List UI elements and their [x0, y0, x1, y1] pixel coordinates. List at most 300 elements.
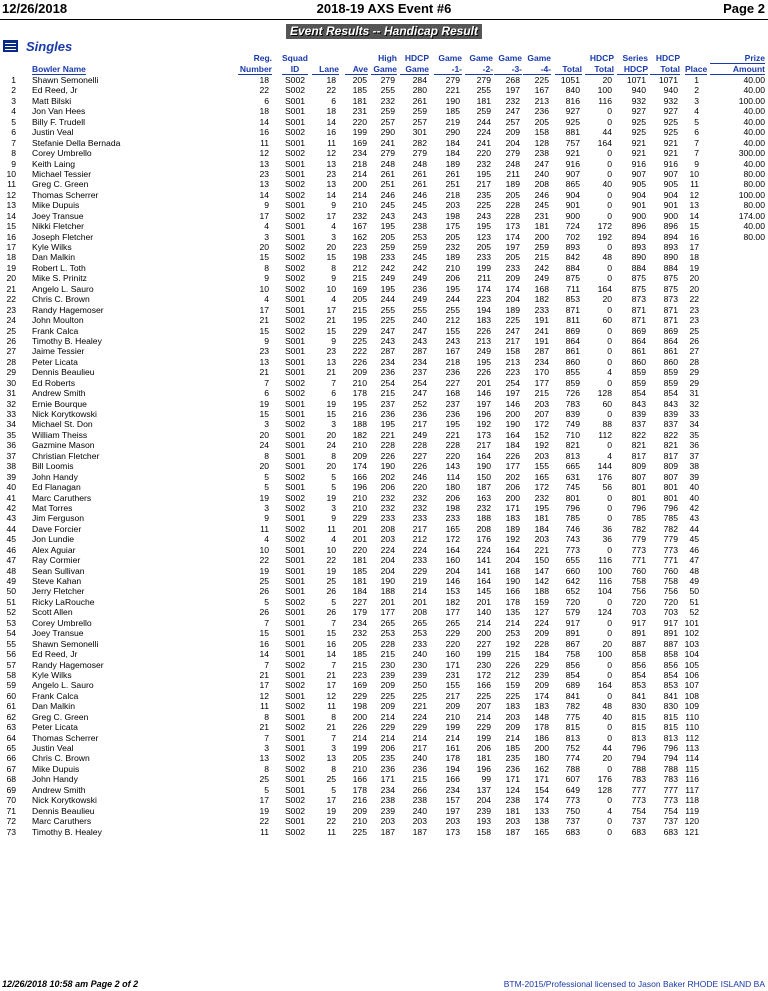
place-cell: 112: [685, 732, 699, 743]
bowler-name-cell: Chris C. Brown: [32, 753, 90, 764]
game-3-cell: 168: [505, 565, 520, 576]
lane-cell: 13: [326, 356, 336, 367]
squad-id-cell: S002: [284, 596, 306, 607]
total-cell: 665: [565, 461, 580, 472]
table-row: [0, 566, 768, 576]
game-3-cell: 226: [505, 659, 520, 670]
game-3-cell: 181: [505, 805, 520, 816]
lane-cell: 11: [327, 701, 336, 712]
game-4-cell: 183: [534, 701, 549, 712]
game-2-cell: 173: [476, 429, 491, 440]
hdcp-game-cell: 238: [412, 795, 427, 806]
game-2-cell: 232: [476, 158, 491, 169]
squad-id-cell: S002: [284, 273, 306, 284]
reg-number-cell: 5: [264, 482, 269, 493]
average-cell: 196: [352, 482, 367, 493]
row-position-cell: 55: [6, 638, 16, 649]
place-cell: 105: [684, 659, 699, 670]
game-4-cell: 147: [534, 565, 549, 576]
game-4-cell: 215: [534, 388, 549, 399]
game-4-cell: 287: [534, 346, 549, 357]
high-game-cell: 261: [380, 168, 395, 179]
lane-cell: 16: [326, 127, 336, 138]
high-game-cell: 249: [380, 273, 395, 284]
place-cell: 1: [694, 75, 699, 85]
reg-number-cell: 4: [264, 534, 269, 545]
hdcp-total-cell: 0: [607, 502, 612, 513]
game-4-cell: 238: [534, 148, 549, 159]
row-position-cell: 1: [11, 75, 16, 85]
hdcp-total-2-cell: 891: [663, 628, 678, 639]
series-hdcp-cell: 890: [631, 252, 646, 263]
squad-id-cell: S001: [284, 95, 306, 106]
hdcp-total-cell: 0: [607, 826, 612, 837]
high-game-cell: 257: [380, 116, 395, 127]
average-cell: 201: [352, 534, 367, 545]
col-squad-2: ID: [282, 64, 308, 75]
high-game-cell: 225: [380, 690, 395, 701]
high-game-cell: 232: [380, 492, 395, 503]
table-row: [0, 326, 768, 336]
game-1-cell: 189: [445, 252, 460, 263]
game-2-cell: 187: [476, 482, 491, 493]
col-hdcp2-2: Total: [650, 64, 680, 75]
lane-cell: 9: [331, 200, 336, 211]
series-hdcp-cell: 875: [631, 283, 646, 294]
reg-number-cell: 9: [264, 273, 269, 284]
row-position-cell: 24: [6, 315, 16, 326]
hdcp-game-cell: 187: [412, 826, 427, 837]
table-row: [0, 680, 768, 690]
bowler-name-cell: Ed Reed, Jr: [32, 649, 78, 660]
row-position-cell: 18: [6, 252, 16, 263]
game-3-cell: 174: [505, 283, 520, 294]
game-3-cell: 177: [505, 461, 520, 472]
col-g1-2: -1-: [434, 64, 462, 75]
bowler-name-cell: Billy F. Trudell: [32, 116, 86, 127]
lane-cell: 14: [326, 189, 336, 200]
game-1-cell: 168: [445, 388, 460, 399]
reg-number-cell: 23: [259, 346, 269, 357]
hdcp-total-cell: 0: [607, 440, 612, 451]
game-2-cell: 259: [476, 106, 491, 117]
game-4-cell: 259: [534, 242, 549, 252]
table-row: [0, 649, 768, 659]
place-cell: 22: [689, 294, 699, 305]
row-position-cell: 60: [6, 690, 16, 701]
hdcp-total-2-cell: 859: [663, 377, 678, 388]
table-row: [0, 357, 768, 367]
place-cell: 108: [684, 690, 699, 701]
row-position-cell: 21: [6, 283, 16, 294]
game-1-cell: 161: [445, 743, 460, 753]
reg-number-cell: 3: [264, 231, 269, 242]
hdcp-total-2-cell: 777: [663, 784, 678, 795]
game-3-cell: 226: [505, 450, 520, 461]
hdcp-game-cell: 217: [412, 743, 427, 753]
game-3-cell: 166: [505, 586, 520, 597]
game-4-cell: 203: [534, 398, 549, 409]
game-3-cell: 190: [505, 419, 520, 430]
total-cell: 745: [565, 482, 580, 493]
game-1-cell: 173: [445, 826, 460, 837]
table-row: [0, 722, 768, 732]
average-cell: 205: [352, 638, 367, 649]
total-cell: 649: [565, 784, 580, 795]
squad-id-cell: S001: [284, 628, 306, 639]
bowler-name-cell: Angelo L. Sauro: [32, 680, 94, 691]
game-3-cell: 197: [505, 85, 520, 96]
game-3-cell: 228: [505, 200, 520, 211]
game-3-cell: 211: [506, 168, 520, 179]
row-position-cell: 71: [6, 805, 16, 816]
hdcp-total-2-cell: 859: [663, 367, 678, 378]
game-4-cell: 191: [534, 335, 549, 346]
place-cell: 50: [689, 586, 699, 597]
hdcp-total-cell: 4: [607, 450, 612, 461]
hdcp-game-cell: 247: [412, 388, 427, 399]
game-1-cell: 195: [445, 419, 460, 430]
place-cell: 2: [694, 85, 699, 96]
row-position-cell: 72: [6, 816, 16, 827]
lane-cell: 12: [326, 148, 336, 159]
hdcp-total-cell: 144: [597, 461, 612, 472]
hdcp-game-cell: 224: [412, 711, 427, 722]
game-4-cell: 181: [534, 513, 549, 524]
place-cell: 29: [689, 367, 699, 378]
series-hdcp-cell: 822: [631, 429, 646, 440]
hdcp-total-cell: 192: [597, 231, 612, 242]
high-game-cell: 251: [380, 179, 395, 190]
total-cell: 815: [565, 722, 580, 733]
lane-cell: 15: [326, 409, 336, 419]
lane-cell: 15: [326, 628, 336, 639]
hdcp-total-2-cell: 720: [663, 596, 678, 607]
bowler-name-cell: Sean Sullivan: [32, 565, 85, 576]
hdcp-total-cell: 4: [607, 367, 612, 378]
series-hdcp-cell: 756: [631, 586, 646, 597]
lane-cell: 3: [331, 419, 336, 430]
game-2-cell: 223: [476, 294, 491, 305]
hdcp-total-cell: 128: [597, 784, 612, 795]
table-row: [0, 691, 768, 701]
high-game-cell: 204: [380, 555, 395, 566]
hdcp-game-cell: 243: [412, 210, 427, 221]
hdcp-total-cell: 176: [597, 471, 612, 482]
hdcp-total-cell: 164: [597, 137, 612, 148]
series-hdcp-cell: 896: [631, 221, 646, 232]
bowler-name-cell: Thomas Scherrer: [32, 189, 99, 200]
game-4-cell: 177: [534, 377, 549, 388]
hdcp-game-cell: 215: [412, 774, 427, 785]
row-position-cell: 61: [6, 701, 16, 712]
hdcp-total-2-cell: 873: [663, 294, 678, 305]
total-cell: 916: [565, 158, 580, 169]
place-cell: 42: [689, 502, 699, 513]
squad-id-cell: S002: [284, 127, 306, 138]
lane-cell: 22: [326, 816, 336, 827]
total-cell: 579: [565, 607, 580, 618]
high-game-cell: 226: [380, 450, 395, 461]
average-cell: 214: [352, 168, 367, 179]
bowler-name-cell: Frank Calca: [32, 690, 79, 701]
game-4-cell: 182: [534, 294, 549, 305]
squad-id-cell: S001: [284, 732, 306, 743]
high-game-cell: 279: [380, 75, 395, 85]
page-date: 12/26/2018: [2, 1, 68, 16]
game-4-cell: 246: [534, 189, 549, 200]
bowler-name-cell: Joey Transue: [32, 628, 84, 639]
reg-number-cell: 6: [264, 95, 269, 106]
prize-amount-cell: 40.00: [743, 158, 765, 169]
game-2-cell: 183: [476, 315, 491, 326]
game-2-cell: 174: [476, 283, 491, 294]
squad-id-cell: S001: [284, 638, 306, 649]
row-position-cell: 41: [6, 492, 16, 503]
reg-number-cell: 20: [259, 461, 269, 472]
series-hdcp-cell: 893: [631, 242, 646, 252]
average-cell: 223: [352, 242, 367, 252]
reg-number-cell: 14: [259, 116, 269, 127]
series-hdcp-cell: 917: [631, 617, 646, 628]
total-cell: 840: [565, 85, 580, 96]
high-game-cell: 228: [380, 638, 395, 649]
hdcp-total-2-cell: 809: [663, 461, 678, 472]
game-1-cell: 228: [445, 440, 460, 451]
squad-id-cell: S001: [284, 669, 306, 680]
lane-cell: 19: [326, 565, 336, 576]
place-cell: 37: [689, 450, 699, 461]
page-number: Page 2: [723, 1, 765, 16]
game-2-cell: 150: [476, 471, 491, 482]
hdcp-total-2-cell: 794: [663, 753, 678, 764]
series-hdcp-cell: 940: [631, 85, 646, 96]
reg-number-cell: 3: [264, 419, 269, 430]
total-cell: 875: [565, 273, 580, 284]
hdcp-total-2-cell: 683: [663, 826, 678, 837]
series-hdcp-cell: 907: [631, 168, 646, 179]
series-hdcp-cell: 796: [631, 502, 646, 513]
total-cell: 743: [565, 534, 580, 545]
reg-number-cell: 22: [259, 555, 269, 566]
hdcp-game-cell: 240: [412, 315, 427, 326]
lane-cell: 17: [326, 795, 336, 806]
game-1-cell: 177: [445, 607, 460, 618]
total-cell: 788: [565, 763, 580, 774]
squad-id-cell: S001: [284, 294, 306, 305]
hdcp-total-2-cell: 932: [663, 95, 678, 106]
total-cell: 631: [565, 471, 580, 482]
hdcp-total-2-cell: 756: [663, 586, 678, 597]
game-2-cell: 181: [476, 95, 491, 106]
lane-cell: 9: [331, 335, 336, 346]
row-position-cell: 36: [6, 440, 16, 451]
lane-cell: 10: [326, 544, 336, 555]
squad-id-cell: S002: [284, 262, 306, 273]
lane-cell: 14: [326, 649, 336, 660]
row-position-cell: 46: [6, 544, 16, 555]
hdcp-total-cell: 0: [607, 492, 612, 503]
series-hdcp-cell: 773: [631, 795, 646, 806]
squad-id-cell: S002: [284, 325, 306, 336]
game-3-cell: 209: [505, 273, 520, 284]
game-1-cell: 157: [445, 795, 460, 806]
bowler-name-cell: Joey Transue: [32, 210, 84, 221]
hdcp-total-cell: 40: [602, 711, 612, 722]
bowler-name-cell: Shawn Semonelli: [32, 638, 99, 649]
col-high-2: Game: [371, 64, 397, 75]
table-row: [0, 472, 768, 482]
game-2-cell: 226: [476, 367, 491, 378]
lane-cell: 19: [326, 805, 336, 816]
hdcp-total-cell: 0: [607, 763, 612, 774]
hdcp-game-cell: 259: [412, 106, 427, 117]
total-cell: 907: [565, 168, 580, 179]
lane-cell: 8: [331, 262, 336, 273]
table-row: [0, 336, 768, 346]
place-cell: 3: [694, 95, 699, 106]
game-1-cell: 155: [445, 325, 460, 336]
total-cell: 891: [565, 628, 580, 639]
game-2-cell: 244: [476, 116, 491, 127]
hdcp-total-2-cell: 894: [663, 231, 678, 242]
hdcp-game-cell: 282: [412, 137, 427, 148]
squad-id-cell: S001: [284, 231, 306, 242]
hdcp-total-cell: 48: [602, 701, 612, 712]
series-hdcp-cell: 815: [631, 722, 646, 733]
row-position-cell: 65: [6, 743, 16, 753]
game-4-cell: 247: [534, 158, 549, 169]
game-2-cell: 172: [476, 669, 491, 680]
hdcp-total-cell: 20: [602, 75, 612, 85]
game-4-cell: 128: [534, 137, 549, 148]
series-hdcp-cell: 779: [631, 534, 646, 545]
game-3-cell: 171: [505, 774, 520, 785]
table-row: [0, 75, 768, 85]
hdcp-total-cell: 116: [598, 555, 612, 566]
game-3-cell: 158: [505, 346, 520, 357]
series-hdcp-cell: 884: [631, 262, 646, 273]
series-hdcp-cell: 887: [631, 638, 646, 649]
place-cell: 25: [689, 325, 699, 336]
row-position-cell: 23: [6, 304, 16, 315]
prize-amount-cell: 80.00: [743, 168, 765, 179]
game-2-cell: 190: [476, 461, 491, 472]
hdcp-total-2-cell: 779: [663, 534, 678, 545]
game-2-cell: 213: [476, 335, 491, 346]
series-hdcp-cell: 854: [631, 388, 646, 399]
bowler-name-cell: Mike Dupuis: [32, 763, 80, 774]
lane-cell: 15: [326, 325, 336, 336]
reg-number-cell: 17: [259, 210, 269, 221]
hdcp-total-2-cell: 815: [663, 711, 678, 722]
game-2-cell: 243: [476, 210, 491, 221]
hdcp-total-2-cell: 841: [663, 690, 678, 701]
high-game-cell: 287: [380, 346, 395, 357]
game-4-cell: 150: [534, 555, 549, 566]
hdcp-total-2-cell: 861: [663, 346, 678, 357]
lane-cell: 23: [326, 346, 336, 357]
game-1-cell: 243: [445, 335, 460, 346]
total-cell: 921: [565, 148, 580, 159]
bowler-name-cell: Randy Hagemoser: [32, 304, 104, 315]
series-hdcp-cell: 916: [631, 158, 646, 169]
game-3-cell: 202: [505, 471, 520, 482]
table-row: [0, 660, 768, 670]
bowler-name-cell: Kyle Wilks: [32, 669, 72, 680]
series-hdcp-cell: 859: [631, 367, 646, 378]
series-hdcp-cell: 925: [631, 127, 646, 138]
place-cell: 104: [684, 649, 699, 660]
place-cell: 12: [689, 189, 699, 200]
high-game-cell: 208: [380, 523, 395, 534]
high-game-cell: 202: [380, 471, 395, 482]
game-2-cell: 204: [476, 795, 491, 806]
game-2-cell: 226: [476, 325, 491, 336]
game-3-cell: 253: [505, 628, 520, 639]
hdcp-total-2-cell: 940: [663, 85, 678, 96]
game-4-cell: 138: [534, 816, 549, 827]
place-cell: 31: [689, 388, 699, 399]
average-cell: 229: [352, 690, 367, 701]
table-icon: [3, 40, 18, 52]
bowler-name-cell: Andrew Smith: [32, 784, 86, 795]
hdcp-total-cell: 0: [607, 617, 612, 628]
reg-number-cell: 26: [259, 607, 269, 618]
hdcp-total-2-cell: 901: [663, 200, 678, 211]
table-row: [0, 639, 768, 649]
game-3-cell: 197: [505, 242, 520, 252]
hdcp-game-cell: 214: [412, 732, 427, 743]
game-1-cell: 255: [445, 304, 460, 315]
col-hdcp-total-1: HDCP: [589, 53, 614, 63]
game-1-cell: 166: [445, 774, 460, 785]
lane-cell: 22: [326, 555, 336, 566]
total-cell: 881: [565, 127, 580, 138]
series-hdcp-cell: 773: [631, 544, 646, 555]
place-cell: 7: [694, 137, 699, 148]
table-row: [0, 524, 768, 534]
hdcp-total-cell: 20: [602, 753, 612, 764]
high-game-cell: 190: [380, 461, 395, 472]
bowler-name-cell: Ed Roberts: [32, 377, 75, 388]
game-4-cell: 159: [534, 596, 549, 607]
footer-license: BTM-2015/Professional licensed to Jason Baker RHODE ISLAND BA: [503, 979, 765, 989]
lane-cell: 11: [327, 826, 336, 837]
high-game-cell: 201: [380, 596, 395, 607]
hdcp-game-cell: 250: [412, 680, 427, 691]
game-2-cell: 279: [476, 75, 491, 85]
game-3-cell: 192: [505, 638, 520, 649]
hdcp-total-cell: 0: [607, 168, 612, 179]
series-hdcp-cell: 788: [631, 763, 646, 774]
place-cell: 13: [689, 200, 699, 211]
average-cell: 210: [352, 377, 367, 388]
game-1-cell: 227: [445, 377, 460, 388]
squad-id-cell: S002: [284, 471, 306, 482]
row-position-cell: 32: [6, 398, 16, 409]
row-position-cell: 29: [6, 367, 16, 378]
table-row: [0, 242, 768, 252]
table-row: [0, 701, 768, 711]
row-position-cell: 19: [6, 262, 16, 273]
game-2-cell: 176: [476, 534, 491, 545]
row-position-cell: 11: [7, 179, 16, 190]
hdcp-total-2-cell: 875: [663, 283, 678, 294]
series-hdcp-cell: 901: [631, 200, 646, 211]
lane-cell: 13: [326, 179, 336, 190]
game-1-cell: 265: [445, 617, 460, 628]
